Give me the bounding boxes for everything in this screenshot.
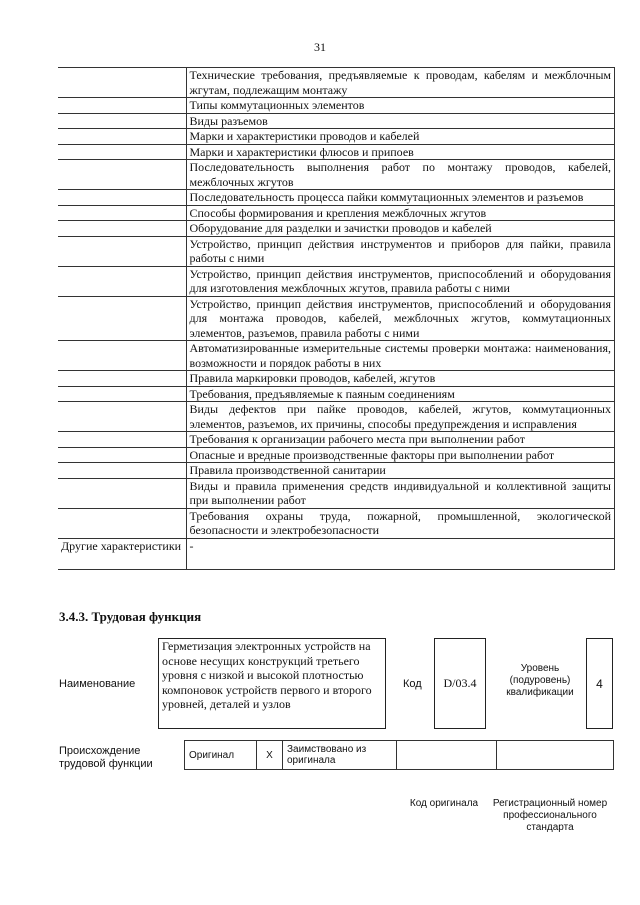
requirement-item: Последовательность выполнения работ по монтажу проводов, кабелей, межблочных жгутов	[186, 160, 615, 190]
requirement-item: Требования к организации рабочего места при выполнении работ	[186, 432, 615, 448]
other-characteristics-row	[58, 538, 615, 569]
origin-label: Происхождение трудовой функции	[59, 745, 153, 770]
qualification-level-label: Уровень (подуровень) квалификации	[506, 663, 574, 698]
requirement-label-cell	[58, 113, 186, 129]
requirement-item: Типы коммутационных элементов	[186, 98, 615, 114]
requirement-item: Технические требования, предъявляемые к проводам, кабелям и межблочным жгутам, подлежащим монтажу	[186, 68, 615, 98]
requirement-item: Требования, предъявляемые к паяным соединениям	[186, 386, 615, 402]
page-number: 31	[314, 40, 326, 54]
requirement-label-cell	[58, 98, 186, 114]
requirement-label-cell	[58, 463, 186, 479]
borrowed-label: Заимствовано из оригинала	[283, 741, 397, 770]
requirement-item: Автоматизированные измерительные системы проверки монтажа: наименования, возможности и порядок работы в них	[186, 341, 615, 371]
requirement-label-cell	[58, 221, 186, 237]
requirement-row	[58, 296, 615, 341]
requirement-label-cell	[58, 190, 186, 206]
requirement-label-cell	[58, 478, 186, 508]
requirement-label-cell	[58, 386, 186, 402]
requirement-label-cell	[58, 144, 186, 160]
registration-number-caption: Регистрационный номер профессионального стандарта	[492, 798, 608, 833]
requirement-item: Виды разъемов	[186, 113, 615, 129]
requirement-row	[58, 463, 615, 479]
requirement-row	[58, 68, 615, 98]
original-label: Оригинал	[185, 741, 257, 770]
requirement-row	[58, 205, 615, 221]
requirement-row	[58, 386, 615, 402]
requirement-row	[58, 447, 615, 463]
requirement-item: Устройство, принцип действия инструментов, приспособлений и оборудования для монтажа проводов, кабелей, межблочных жгутов, коммутационных элементов, разъемов, правила работы с ними	[186, 296, 615, 341]
requirement-item: Устройство, принцип действия инструментов, приспособлений и оборудования для изготовления межблочных жгутов, правила работы с ними	[186, 266, 615, 296]
requirements-table	[58, 67, 615, 570]
requirement-row	[58, 129, 615, 145]
requirement-label-cell	[58, 432, 186, 448]
requirement-item: Опасные и вредные производственные факторы при выполнении работ	[186, 447, 615, 463]
requirement-item: Марки и характеристики проводов и кабелей	[186, 129, 615, 145]
requirement-row	[58, 144, 615, 160]
original-code-caption: Код оригинала	[409, 798, 479, 809]
requirement-row	[58, 432, 615, 448]
requirement-item: Правила производственной санитарии	[186, 463, 615, 479]
requirement-item: Устройство, принцип действия инструментов и приборов для пайки, правила работы с ними	[186, 236, 615, 266]
function-name-box: Герметизация электронных устройств на основе несущих конструкций третьего уровня с низкой и высокой плотностью компоновок устройств первого и второго уровней, деталей и узлов	[158, 638, 386, 729]
requirement-row	[58, 190, 615, 206]
requirement-row	[58, 160, 615, 190]
other-characteristics-label: Другие характеристики	[58, 538, 186, 569]
requirement-label-cell	[58, 402, 186, 432]
requirement-label-cell	[58, 341, 186, 371]
requirement-row	[58, 341, 615, 371]
original-mark: X	[257, 741, 283, 770]
requirement-label-cell	[58, 371, 186, 387]
requirement-item: Правила маркировки проводов, кабелей, жгутов	[186, 371, 615, 387]
requirement-label-cell	[58, 508, 186, 538]
requirement-row	[58, 508, 615, 538]
requirement-item: Оборудование для разделки и зачистки проводов и кабелей	[186, 221, 615, 237]
name-label: Наименование	[59, 678, 136, 690]
origin-table	[184, 740, 614, 770]
registration-number-cell	[497, 741, 614, 770]
requirement-label-cell	[58, 129, 186, 145]
requirement-label-cell	[58, 205, 186, 221]
requirement-row	[58, 221, 615, 237]
requirement-item: Марки и характеристики флюсов и припоев	[186, 144, 615, 160]
requirement-label-cell	[58, 160, 186, 190]
requirement-row	[58, 371, 615, 387]
section-heading: 3.4.3. Трудовая функция	[59, 609, 202, 624]
requirement-row	[58, 402, 615, 432]
requirement-label-cell	[58, 296, 186, 341]
requirement-label-cell	[58, 68, 186, 98]
function-code-box: D/03.4	[434, 638, 486, 729]
requirement-label-cell	[58, 266, 186, 296]
requirement-label-cell	[58, 236, 186, 266]
requirement-item: Виды дефектов при пайке проводов, кабелей, жгутов, коммутационных элементов, разъемов, их причины, способы предупреждения и исправления	[186, 402, 615, 432]
requirement-row	[58, 98, 615, 114]
requirement-row	[58, 113, 615, 129]
requirement-item: Способы формирования и крепления межблочных жгутов	[186, 205, 615, 221]
other-characteristics-value: -	[186, 538, 615, 569]
requirement-row	[58, 478, 615, 508]
original-code-cell	[397, 741, 497, 770]
requirement-item: Последовательность процесса пайки коммутационных элементов и разъемов	[186, 190, 615, 206]
requirement-row	[58, 266, 615, 296]
requirement-label-cell	[58, 447, 186, 463]
code-label: Код	[403, 678, 422, 690]
qualification-level-box: 4	[586, 638, 613, 729]
requirement-item: Требования охраны труда, пожарной, промышленной, экологической безопасности и электробезопасности	[186, 508, 615, 538]
requirement-item: Виды и правила применения средств индивидуальной и коллективной защиты при выполнении работ	[186, 478, 615, 508]
requirement-row	[58, 236, 615, 266]
